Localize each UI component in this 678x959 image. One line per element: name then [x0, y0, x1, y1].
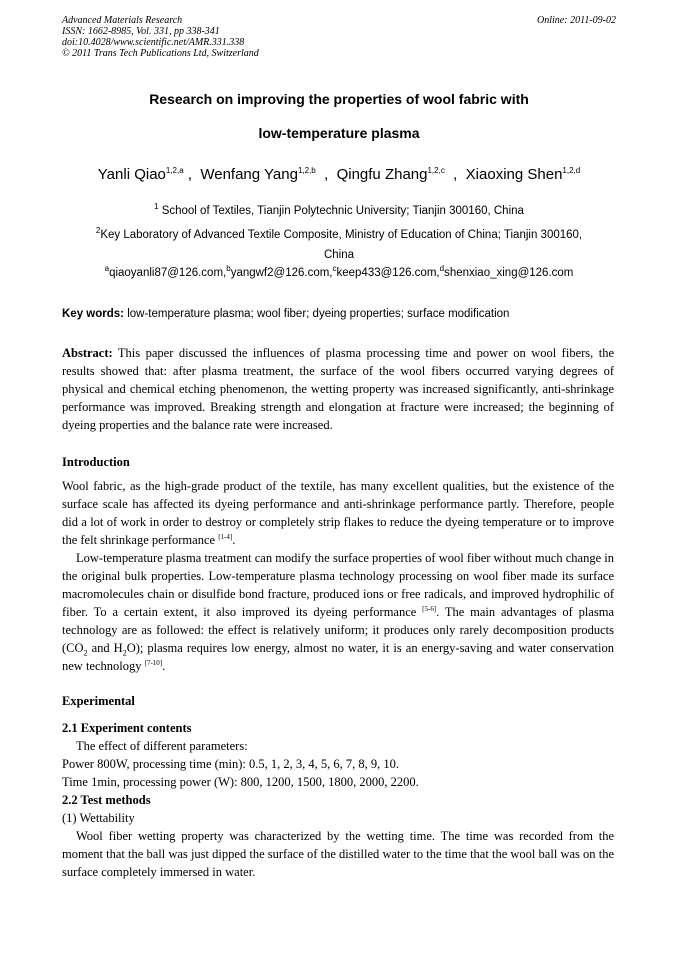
paragraph-text: and H — [87, 641, 123, 655]
paragraph-text: Low-temperature plasma treatment can modify the surface properties of wool fiber without much change in the original bulk properties. Low-temperature plasma technology processing on wool fiber made its surface macromolecules chain or disulfide bond fracture, produced ions or free radicals, and improved hydrophilic of fiber. To a certain extent, it also improved its dyeing performance — [62, 551, 615, 619]
power-line: Power 800W, processing time (min): 0.5, 1, 2, 3, 4, 5, 6, 7, 8, 9, 10. — [62, 757, 400, 771]
author-name: Wenfang Yang — [200, 166, 298, 183]
author-affiliation-mark: 1,2,b — [297, 166, 316, 175]
intro-paragraph-1 — [62, 477, 614, 549]
time-line: Time 1min, processing power (W): 800, 1200, 1500, 1800, 2000, 2200. — [62, 775, 419, 789]
section-2-2-heading: 2.2 Test methods — [62, 793, 151, 807]
affiliation-2 — [62, 225, 616, 265]
author-name: Qingfu Zhang — [336, 166, 428, 183]
citation: [7-10] — [144, 658, 163, 667]
abstract-text: This paper discussed the influences of plasma processing time and power on wool fibers, the results showed that: after plasma treatment, the surface of the wool fibers occurred varying degrees of physical and chemical etching phenomenon, the wetting property was increased significantly, anti-shrinkage performance was improved. Breaking strength and elongation at fracture were increased; the beginning of dyeing properties and the balance rate were increased. — [62, 346, 614, 432]
section-2-1-heading: 2.1 Experiment contents — [62, 721, 192, 735]
author-list: Yanli Qiao$^{1,2,a}$ , Wenfang Yang$^{1,2,b}$ , Qingfu Zhang$^{1,2,c}$ , Xiaoxing Shen$^{1,2,d}$ — [97, 166, 581, 183]
experimental-body — [62, 719, 614, 881]
wettability-paragraph: Wool fiber wetting property was characterized by the wetting time. The time was recorded from the moment that the ball was just dipped the surface of the distilled water to the time that the wool ball was on the surface completely immersed in water. — [62, 829, 614, 879]
email-address: shenxiao_xing@126.com — [444, 267, 574, 279]
email-address: qiaoyanli87@126.com, — [109, 267, 227, 279]
introduction-body — [62, 477, 614, 675]
introduction-heading: Introduction — [62, 455, 130, 469]
journal-header — [62, 15, 259, 59]
email-address: keep433@126.com, — [336, 267, 440, 279]
author-affiliation-mark: 1,2,d — [562, 166, 581, 175]
copyright-line: © 2011 Trans Tech Publications Ltd, Switzerland — [62, 48, 259, 59]
paragraph-text: . — [162, 659, 166, 673]
paragraph-text: . — [232, 533, 236, 547]
affiliation-mark: 2 — [95, 226, 101, 236]
wettability-heading: (1) Wettability — [62, 811, 135, 825]
citation: [1-4] — [218, 532, 233, 541]
email-list — [62, 264, 616, 279]
author-name: Yanli Qiao — [97, 166, 166, 183]
issn-line: ISSN: 1662-8985, Vol. 331, pp 338-341 — [62, 26, 220, 37]
intro-paragraph-2 — [62, 549, 614, 675]
keywords — [62, 308, 616, 320]
keywords-text: low-temperature plasma; wool fiber; dyeing properties; surface modification — [124, 308, 510, 320]
effect-line: The effect of different parameters: — [76, 739, 248, 753]
author-affiliation-mark: 1,2,c — [427, 166, 445, 175]
affiliation-mark: 1 — [154, 202, 159, 212]
paragraph-text: . The main advantages of plasma technology are as followed: the effect is relatively uniform; it produces only rarely decomposition products (CO — [62, 605, 614, 655]
affiliation-text: School of Textiles, Tianjin Polytechnic University; Tianjin 300160, China — [158, 205, 524, 217]
affiliation-text: Key Laboratory of Advanced Textile Composite, Ministry of Education of China; Tianjin 300160, — [100, 229, 583, 241]
doi-line: doi:10.4028/www.scientific.net/AMR.331.338 — [62, 37, 245, 48]
author-affiliation-mark: 1,2,a — [165, 166, 184, 175]
abstract — [62, 344, 614, 434]
paper-title-line-2: low-temperature plasma — [258, 125, 420, 141]
online-date: Online: 2011-09-02 — [537, 15, 616, 26]
journal-name: Advanced Materials Research — [62, 15, 183, 26]
abstract-label: Abstract: — [62, 346, 113, 360]
email-mark: a — [104, 264, 110, 274]
email-mark: b — [226, 264, 231, 274]
subscript: 2 — [122, 648, 127, 658]
paper-title-line-1: Research on improving the properties of wool fabric with — [149, 91, 529, 107]
subscript: 2 — [83, 648, 88, 658]
email-mark: c — [332, 264, 337, 274]
affiliation-1 — [62, 201, 616, 221]
experimental-heading: Experimental — [62, 694, 135, 708]
email-address: yangwf2@126.com, — [230, 267, 333, 279]
author-name: Xiaoxing Shen — [465, 166, 563, 183]
affiliation-text: China — [323, 249, 355, 261]
email-mark: d — [439, 264, 445, 274]
paragraph-text: O); plasma requires low energy, almost no water, it is an energy-saving and water conservation new technology — [62, 641, 615, 673]
paragraph-text: Wool fabric, as the high-grade product of the textile, has many excellent qualities, but the existence of the surface scale has affected its dyeing performance and anti-shrinkage performance partly. Therefore, people did a lot of work in order to destroy or completely strip flakes to reduce the dyeing temperature or to improve the felt shrinkage performance — [62, 479, 614, 547]
citation: [5-6] — [422, 604, 437, 613]
keywords-label: Key words: — [62, 308, 124, 320]
